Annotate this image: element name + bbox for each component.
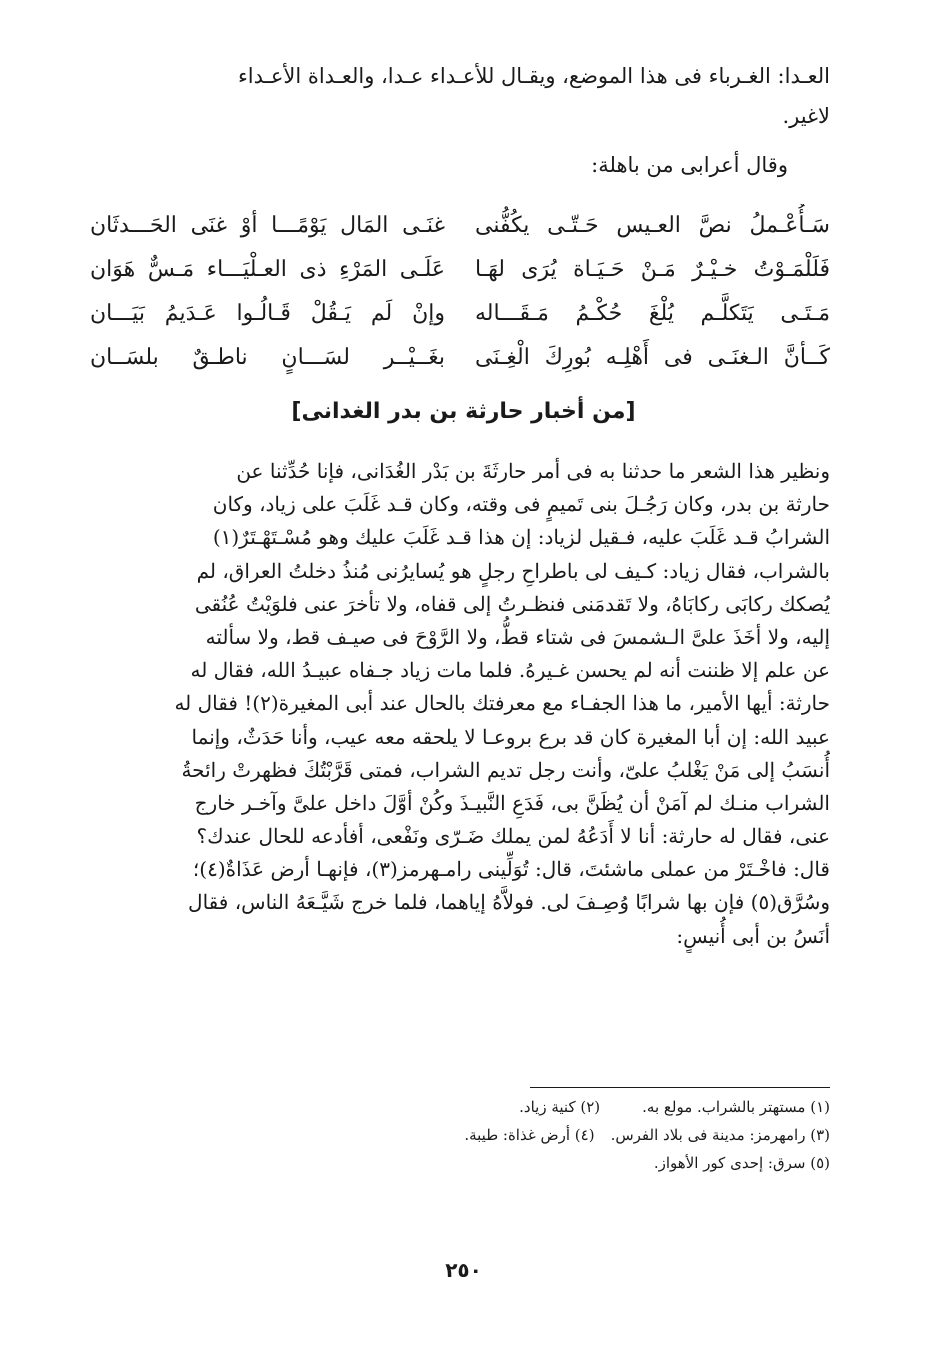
- verse-second-hemistich: غنَـى المَال يَوْمًـــا أوْ غنَى الحَـــدثَان: [90, 213, 445, 238]
- poem-intro-line: وقال أعرابى من باهلة:: [591, 153, 788, 177]
- verse-first-hemistich: فَلَلْمَـوْتُ خـيْـرٌ مَـنْ حَـيَـاة يُرَى لهَـا: [475, 257, 830, 282]
- body-line: عنى، فقال له حارثة: أنا لا أَدَعُهُ لمن يملك ضَـرّى ونَفْعى، أفأدعه للحال عندك؟: [196, 824, 830, 849]
- body-line: عن علم إلا ظننت أنه لم يحسن غـيرهُ. فلما مات زياد جـفاه عبيـدُ الله، فقال له: [190, 658, 830, 683]
- body-line: الشرابُ قـد غَلَبَ عليه، فـقيل لزياد: إن هذا قـد غَلَبَ عليك وهو مُسْـتَهْـتَرٌ(١): [212, 525, 830, 550]
- verse-first-hemistich: سَـأُعْـملُ نصَّ العـيس حَـتّـى يكُفُّنى: [475, 213, 830, 238]
- footnote-divider: [530, 1087, 830, 1088]
- verse-row: [90, 204, 830, 248]
- poem-intro: [88, 145, 788, 185]
- verse-first-hemistich: كَــأنَّ الـغنَـى فى أَهْلِـه بُورِكَ الْغِـنَى: [475, 345, 830, 370]
- body-line: يُصكك ركابَى ركابَاهُ، ولا تَقدمَنى فنظـرتُ إلى قفاه، ولا تأخرَ عنى فلوَيْتُ عُنُقى: [194, 591, 830, 616]
- verse-second-hemistich: بغَــيْــر لسَـــانٍ ناطـقٌ بلسَــان: [90, 345, 445, 370]
- body-line: حارثة بن بدر، وكان رَجُـلَ بنى تَميمٍ فى وقته، وكان قـد غَلَبَ على زياد، وكان: [212, 492, 830, 517]
- footnote-5: (٥) سرق: إحدى كور الأهواز.: [653, 1154, 830, 1172]
- body-line: حارثة: أيها الأمير، ما هذا الجفـاء مع معرفتك بالحال عند أبى المغيرة(٢)! فقال له: [174, 691, 830, 716]
- body-line: أُنسَبُ إلى مَنْ يَغْلبُ علىّ، وأنت رجل تديم الشراب، فمتى قَرَّبْتُكَ فظهرتْ رائحةُ: [181, 757, 830, 782]
- opening-paragraph: [88, 56, 830, 136]
- verse-row: [90, 336, 830, 380]
- poem-verses: [90, 204, 830, 380]
- body-paragraph: [88, 455, 830, 953]
- verse-row: [90, 248, 830, 292]
- footnote-2: (٢) كنية زياد.: [519, 1098, 601, 1116]
- body-line: ونظير هذا الشعر ما حدثنا به فى أمر حارثَةَ بن بَدْر الغُدَانى، فإنا حُدِّثنا عن: [236, 459, 830, 483]
- footnote-4: (٤) أرض غذاة: طيبة.: [464, 1126, 595, 1144]
- footnotes: [88, 1093, 830, 1177]
- section-heading: [من أخبار حارثة بن بدر الغدانى]: [291, 399, 636, 424]
- body-line: وسُرَّق(٥) فإن بها شرابًا وُصِـفَ لى. فولاَّهُ إياهما، فلما خرج شَيَّـعَهُ الناس، فقال: [188, 890, 830, 915]
- body-line: بالشراب، فقال زياد: كـيف لى باطراحِ رجلٍ هو يُسايرُنى مُنذُ دخلتُ العراق، لم: [196, 558, 830, 583]
- opening-line-2: لاغير.: [782, 104, 830, 128]
- verse-first-hemistich: مَـتَـى يَتَكلَّـم يُلْغَ حُكْـمُ مَـقَـــاله: [475, 301, 830, 326]
- verse-second-hemistich: عَلَـى المَرْءِ ذى العـلْيَـــاء مَـسٌّ هَوَان: [90, 257, 445, 282]
- verse-row: [90, 292, 830, 336]
- verse-second-hemistich: وإنْ لَم يَـقُلْ قَـالُـوا عَـدَيمُ بَيَـــان: [90, 301, 445, 326]
- opening-line-1: العـدا: الغـرباء فى هذا الموضع، ويقـال للأعـداء عـدا، والعـداة الأعـداء: [237, 64, 830, 88]
- body-line: قال: فاخْـتَرْ من عملى ماشئتَ، قال: تُوَلِّينى رامـهرمز(٣)، فإنهـا أرض عَذَاةٌ(٤)؛: [192, 857, 830, 882]
- footnote-line: [88, 1121, 830, 1149]
- footnote-1: (١) مستهتر بالشراب. مولع به.: [642, 1098, 830, 1116]
- page-number: ٢٥٠: [445, 1258, 482, 1282]
- body-line: إليه، ولا أخَذَ علىَّ الـشمسَ فى شتاء قطُّ، ولا الرَّوْحَ فى صيـف قط، ولا سألته: [205, 624, 830, 649]
- footnote-line: [88, 1093, 830, 1121]
- footnote-3: (٣) رامهرمز: مدينة فى بلاد الفرس.: [610, 1126, 830, 1144]
- body-line: الشراب منـك لم آمَنْ أن يُظَنَّ بى، فَدَعِ النَّبيـذَ وكُنْ أوَّلَ داخل علىَّ وآخـر خارج: [194, 790, 830, 815]
- body-line: أنَسُ بن أبى أُنيسٍ:: [676, 923, 830, 948]
- body-line: عبيد الله: إن أبا المغيرة كان قد برع بروعـا لا يلحقه معه عيب، وأنا حَدَثٌ، وإنما: [191, 724, 830, 749]
